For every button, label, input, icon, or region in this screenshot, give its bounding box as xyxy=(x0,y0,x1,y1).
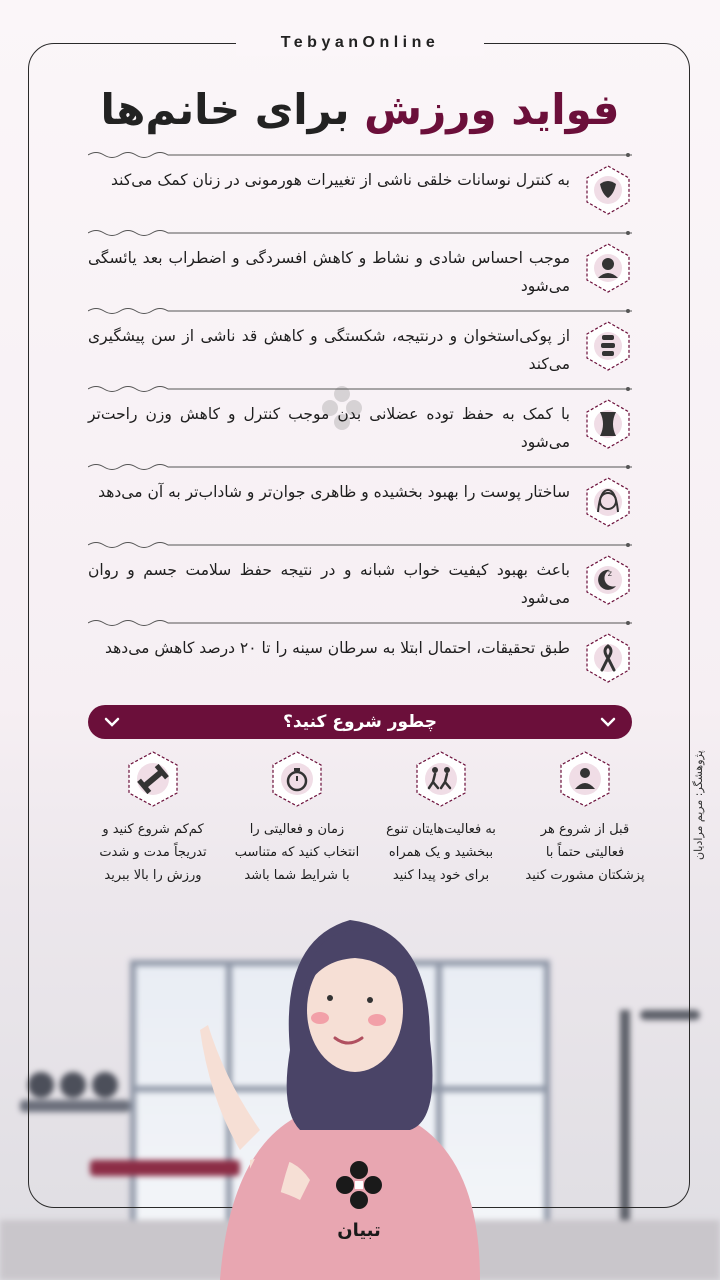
benefits-list xyxy=(88,150,632,696)
logo-text: تبیان xyxy=(337,1220,381,1241)
how-to-start-label: چطور شروع کنید؟ xyxy=(282,712,437,732)
benefit-item xyxy=(88,306,632,384)
tip-text: کم‌کم شروع کنید و تدریجاً مدت و شدت ورزش را بالا ببرید xyxy=(99,822,207,883)
waist-icon xyxy=(584,398,632,450)
tips-row xyxy=(88,750,648,920)
researcher-credit: پژوهشگر: مریم مرادیان xyxy=(692,750,705,860)
chevron-down-icon xyxy=(102,712,122,732)
benefit-text: باعث بهبود کیفیت خواب شبانه و در نتیجه حفظ سلامت جسم و روان می‌شود xyxy=(88,561,570,607)
benefit-item xyxy=(88,540,632,618)
benefit-text: از پوکی‌استخوان و درنتیجه، شکستگی و کاهش قد ناشی از سن پیشگیری می‌کند xyxy=(88,327,570,373)
benefit-item xyxy=(88,618,632,696)
title-part-2: برای خانم‌ها xyxy=(100,85,350,134)
benefit-item xyxy=(88,384,632,462)
tip-item xyxy=(378,750,504,887)
benefit-text: ساختار پوست را بهبود بخشیده و ظاهری جوان‌تر و شاداب‌تر به آن می‌دهد xyxy=(98,483,570,501)
tip-text: زمان و فعالیتی را انتخاب کنید که متناسب با شرایط شما باشد xyxy=(234,822,360,883)
doctor-icon xyxy=(556,750,614,808)
brand-header: TebyanOnline xyxy=(236,30,484,56)
benefit-text: با کمک به حفظ توده عضلانی بدن موجب کنترل و کاهش وزن راحت‌تر می‌شود xyxy=(88,405,570,451)
benefit-text: طبق تحقیقات، احتمال ابتلا به سرطان سینه را تا ۲۰ درصد کاهش می‌دهد xyxy=(104,639,570,657)
spine-icon xyxy=(584,320,632,372)
stressed-woman-icon xyxy=(584,242,632,294)
stopwatch-icon xyxy=(268,750,326,808)
uterus-icon xyxy=(584,164,632,216)
running-people-icon xyxy=(412,750,470,808)
moon-sleep-icon xyxy=(584,554,632,606)
dumbbell-icon xyxy=(124,750,182,808)
how-to-start-bar[interactable] xyxy=(88,705,632,739)
tebyan-logo-icon xyxy=(328,1158,390,1248)
benefit-item xyxy=(88,150,632,228)
title-part-1: فواید ورزش xyxy=(364,85,620,134)
woman-face-icon xyxy=(584,476,632,528)
tip-text: قبل از شروع هر فعالیتی حتماً با پزشکتان مشورت کنید xyxy=(525,822,645,883)
benefit-text: موجب احساس شادی و نشاط و کاهش افسردگی و اضطراب بعد یائسگی می‌شود xyxy=(88,249,570,295)
tip-text: به فعالیت‌هایتان تنوع ببخشید و یک همراه برای خود پیدا کنید xyxy=(386,822,496,883)
benefit-item xyxy=(88,228,632,306)
tip-item xyxy=(234,750,360,887)
tip-item xyxy=(90,750,216,887)
benefit-text: به کنترل نوسانات خلقی ناشی از تغییرات هورمونی در زنان کمک می‌کند xyxy=(111,171,570,189)
benefit-item xyxy=(88,462,632,540)
page-title xyxy=(60,72,660,148)
tip-item xyxy=(522,750,648,887)
ribbon-icon xyxy=(584,632,632,684)
svg-text:z: z xyxy=(607,569,612,578)
